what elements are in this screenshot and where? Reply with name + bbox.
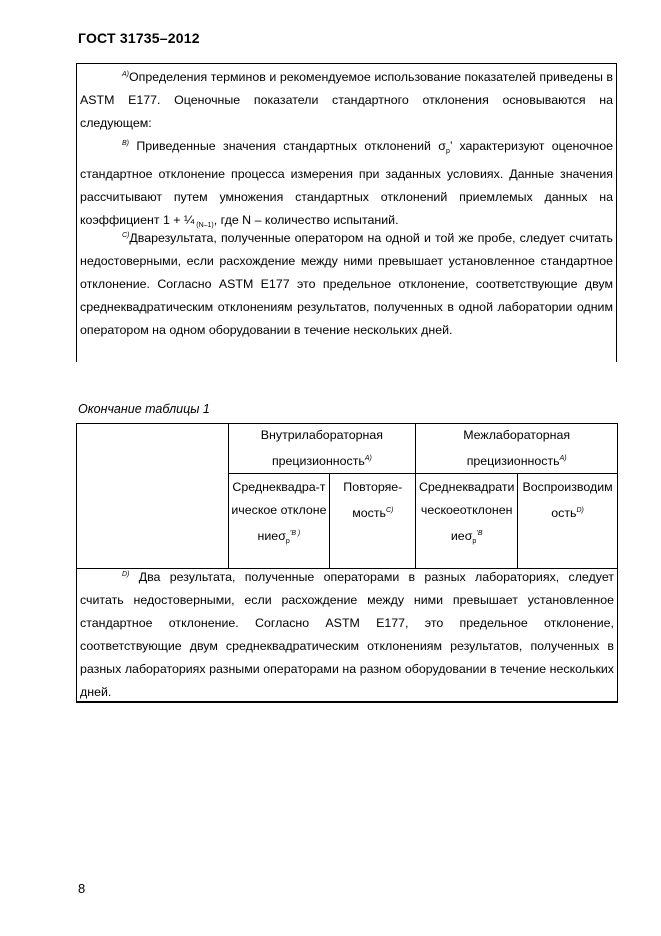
group-inter-mark: A) <box>559 455 567 462</box>
col-header-inter-sd <box>416 474 518 569</box>
col-repeat-label: Повторяе-мость <box>343 480 403 521</box>
page-number: 8 <box>78 881 86 896</box>
group-inter-label: Межлабораторная прецизионность <box>463 428 571 469</box>
footnote-d-box <box>76 563 618 703</box>
col-intra-sd-mark: ’B ) <box>289 530 301 538</box>
col-inter-sd-mark: ’B <box>476 530 483 538</box>
col-intra-sd-sub: p <box>285 538 290 546</box>
note-b <box>80 132 613 237</box>
note-b-text-3: , где N – количество испытаний. <box>213 213 399 227</box>
notes-box <box>76 63 617 362</box>
note-c-text: Дварезультата, полученные оператором на одной и той же пробе, следует считать недостоверными, если расхождение между ними превышает установленное стандартное отклонение. Согласно ASTM E177 это предельное отклонение, соответствующие двум среднеквадратическим отклонениям результатов, полученных в одной лаборатории одним оператором на одном оборудовании в течение нескольких дней. <box>80 231 613 337</box>
note-b-text-1: Приведенные значения стандартных отклонений σ <box>129 139 446 153</box>
col-repeat-mark: C) <box>385 507 394 515</box>
precision-table <box>76 423 618 569</box>
empty-header-cell <box>77 424 229 569</box>
group-header-inter <box>416 424 618 474</box>
note-a-mark: A) <box>122 71 129 78</box>
note-a <box>80 63 613 135</box>
group-header-intra <box>228 424 416 474</box>
note-b-sub2: (N–1) <box>194 222 214 229</box>
col-repro-mark: D) <box>576 507 584 515</box>
note-c-mark: C) <box>122 232 130 239</box>
document-header: ГОСТ 31735–2012 <box>78 30 200 46</box>
footnote-d-text: Два результата, полученные операторами в разных лабораториях, следует считать недостоверными, если расхождение между ними превышает установленное стандартное отклонение. Согласно ASTM E177, это предельное отклонение, соответствующие двум среднеквадратическим отклонениям результатов, полученных в разных лабораториях разными операторами на разном оборудовании в течение нескольких дней. <box>80 570 614 699</box>
col-inter-sd-label: Среднеквадратическоеотклонениеσ <box>418 480 515 544</box>
note-a-text: Определения терминов и рекомендуемое использование показателей приведены в ASTM E177. Оценочные показатели стандартного отклонения основываются на следующем: <box>80 70 613 130</box>
group-intra-mark: A) <box>364 455 372 462</box>
note-b-sub: p <box>445 148 450 155</box>
col-header-reproducibility <box>518 474 618 569</box>
col-header-repeatability <box>330 474 416 569</box>
group-intra-label: Внутрилабораторная прецизионность <box>260 428 383 469</box>
note-b-text-2: ’ характеризуют оценочное стандартное отклонение процесса измерения при заданных условиях. Данные значения рассчитывают путем умножения стандартных отклонений приемлемых данных на коэффициент 1 + ¼ <box>80 139 614 227</box>
col-inter-sd-sub: p <box>472 538 477 546</box>
table-caption: Окончание таблицы 1 <box>78 402 210 416</box>
col-header-intra-sd <box>228 474 330 569</box>
col-intra-sd-label: Среднеквадра-тическое отклонениеσ <box>231 480 327 544</box>
footnote-d-mark: D) <box>122 571 130 578</box>
footnote-d <box>77 563 617 704</box>
col-repro-label: Воспроизводимость <box>522 480 613 521</box>
note-b-mark: B) <box>122 140 129 147</box>
note-c <box>80 224 613 342</box>
